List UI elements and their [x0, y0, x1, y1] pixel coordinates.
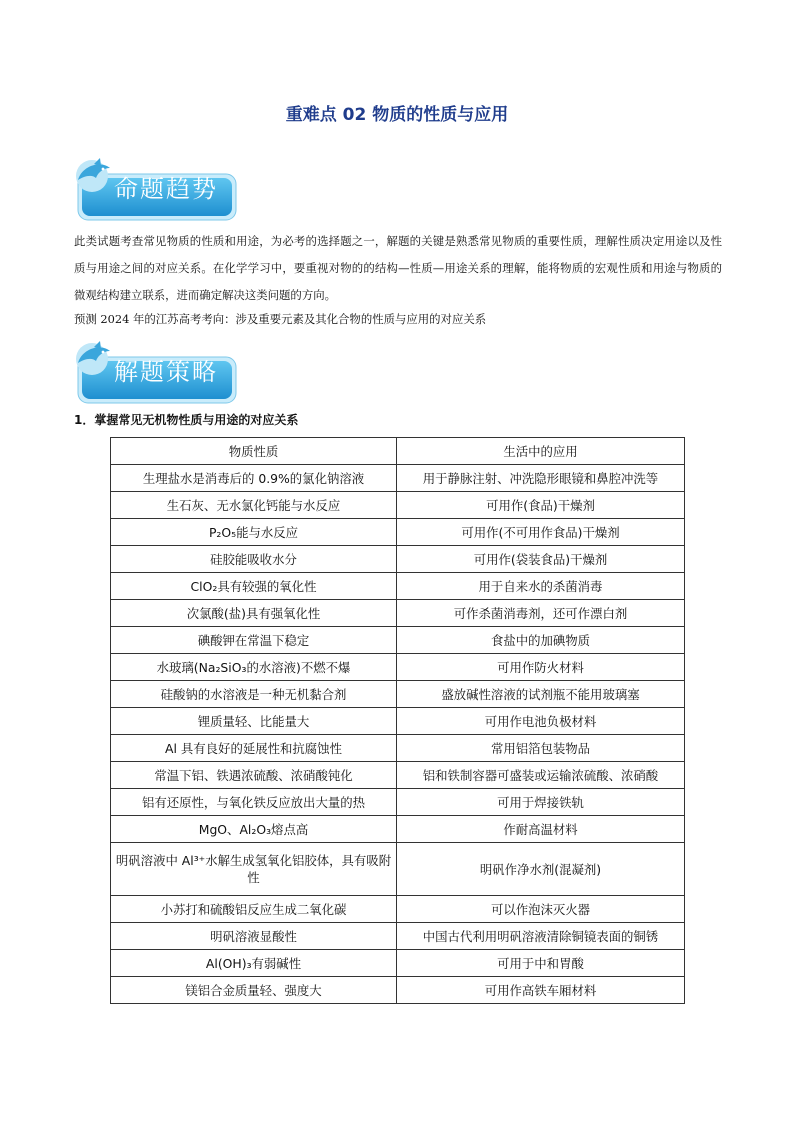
table-row [111, 843, 685, 896]
property-cell: 常温下铝、铁遇浓硫酸、浓硝酸钝化 [111, 762, 397, 789]
property-cell: 锂质量轻、比能量大 [111, 708, 397, 735]
application-cell: 可用作电池负极材料 [397, 708, 685, 735]
property-cell: 生理盐水是消毒后的 0.9%的氯化钠溶液 [111, 465, 397, 492]
application-cell: 明矾作净水剂(混凝剂) [397, 843, 685, 896]
header-application: 生活中的应用 [397, 438, 685, 465]
property-cell: 次氯酸(盐)具有强氧化性 [111, 600, 397, 627]
table-row [111, 600, 685, 627]
table-row [111, 977, 685, 1004]
table-row [111, 950, 685, 977]
application-cell: 可用作防火材料 [397, 654, 685, 681]
table-row [111, 923, 685, 950]
property-cell: ClO₂具有较强的氧化性 [111, 573, 397, 600]
property-application-table [110, 437, 685, 1004]
intro-paragraph: 此类试题考查常见物质的性质和用途，为必考的选择题之一，解题的关键是熟悉常见物质的重要性质，理解性质决定用途以及性质与用途之间的对应关系。在化学学习中，要重视对物的的结构—性质—用途关系的理解，能将物质的宏观性质和用途与物质的微观结构建立联系，进而确定解决这类问题的方向。 [74, 234, 722, 302]
trend-banner [70, 158, 238, 222]
table-row [111, 789, 685, 816]
table-row [111, 681, 685, 708]
application-cell: 盛放碱性溶液的试剂瓶不能用玻璃塞 [397, 681, 685, 708]
property-cell: 镁铝合金质量轻、强度大 [111, 977, 397, 1004]
property-cell: MgO、Al₂O₃熔点高 [111, 816, 397, 843]
table-row [111, 546, 685, 573]
application-cell: 可以作泡沫灭火器 [397, 896, 685, 923]
application-cell: 可作杀菌消毒剂，还可作漂白剂 [397, 600, 685, 627]
table-row [111, 762, 685, 789]
application-cell: 铝和铁制容器可盛装或运输浓硫酸、浓硝酸 [397, 762, 685, 789]
table-row [111, 492, 685, 519]
property-cell: 小苏打和硫酸铝反应生成二氧化碳 [111, 896, 397, 923]
table-row [111, 519, 685, 546]
application-cell: 可用于中和胃酸 [397, 950, 685, 977]
property-cell: 铝有还原性，与氧化铁反应放出大量的热 [111, 789, 397, 816]
table-row [111, 654, 685, 681]
property-cell: 碘酸钾在常温下稳定 [111, 627, 397, 654]
strategy-banner-label: 解题策略 [114, 358, 218, 386]
table-row [111, 465, 685, 492]
property-cell: 硅胶能吸收水分 [111, 546, 397, 573]
table-row [111, 896, 685, 923]
table-header-row [111, 438, 685, 465]
forecast-paragraph: 预测 2024 年的江苏高考考向：涉及重要元素及其化合物的性质与应用的对应关系 [74, 312, 487, 326]
table-row [111, 627, 685, 654]
header-property: 物质性质 [111, 438, 397, 465]
application-cell: 可用作(食品)干燥剂 [397, 492, 685, 519]
property-cell: 水玻璃(Na₂SiO₃的水溶液)不燃不爆 [111, 654, 397, 681]
property-cell: 硅酸钠的水溶液是一种无机黏合剂 [111, 681, 397, 708]
property-cell: Al(OH)₃有弱碱性 [111, 950, 397, 977]
application-cell: 可用作(不可用作食品)干燥剂 [397, 519, 685, 546]
application-cell: 可用于焊接铁轨 [397, 789, 685, 816]
application-cell: 常用铝箔包装物品 [397, 735, 685, 762]
application-cell: 作耐高温材料 [397, 816, 685, 843]
trend-banner-label: 命题趋势 [114, 175, 218, 203]
application-cell: 食盐中的加碘物质 [397, 627, 685, 654]
intro-text [74, 228, 722, 329]
property-cell: 明矾溶液中 Al³⁺水解生成氢氧化铝胶体，具有吸附性 [111, 843, 397, 896]
application-cell: 可用作(袋装食品)干燥剂 [397, 546, 685, 573]
property-cell: 明矾溶液显酸性 [111, 923, 397, 950]
application-cell: 可用作高铁车厢材料 [397, 977, 685, 1004]
application-cell: 中国古代利用明矾溶液清除铜镜表面的铜锈 [397, 923, 685, 950]
property-cell: Al 具有良好的延展性和抗腐蚀性 [111, 735, 397, 762]
section-heading: 1．掌握常见无机物性质与用途的对应关系 [74, 413, 299, 427]
table-row [111, 573, 685, 600]
page-title: 重难点 02 物质的性质与应用 [285, 105, 509, 125]
application-cell: 用于静脉注射、冲洗隐形眼镜和鼻腔冲洗等 [397, 465, 685, 492]
application-cell: 用于自来水的杀菌消毒 [397, 573, 685, 600]
property-cell: 生石灰、无水氯化钙能与水反应 [111, 492, 397, 519]
property-cell: P₂O₅能与水反应 [111, 519, 397, 546]
strategy-banner [70, 341, 238, 405]
table-row [111, 816, 685, 843]
table-row [111, 708, 685, 735]
table-row [111, 735, 685, 762]
